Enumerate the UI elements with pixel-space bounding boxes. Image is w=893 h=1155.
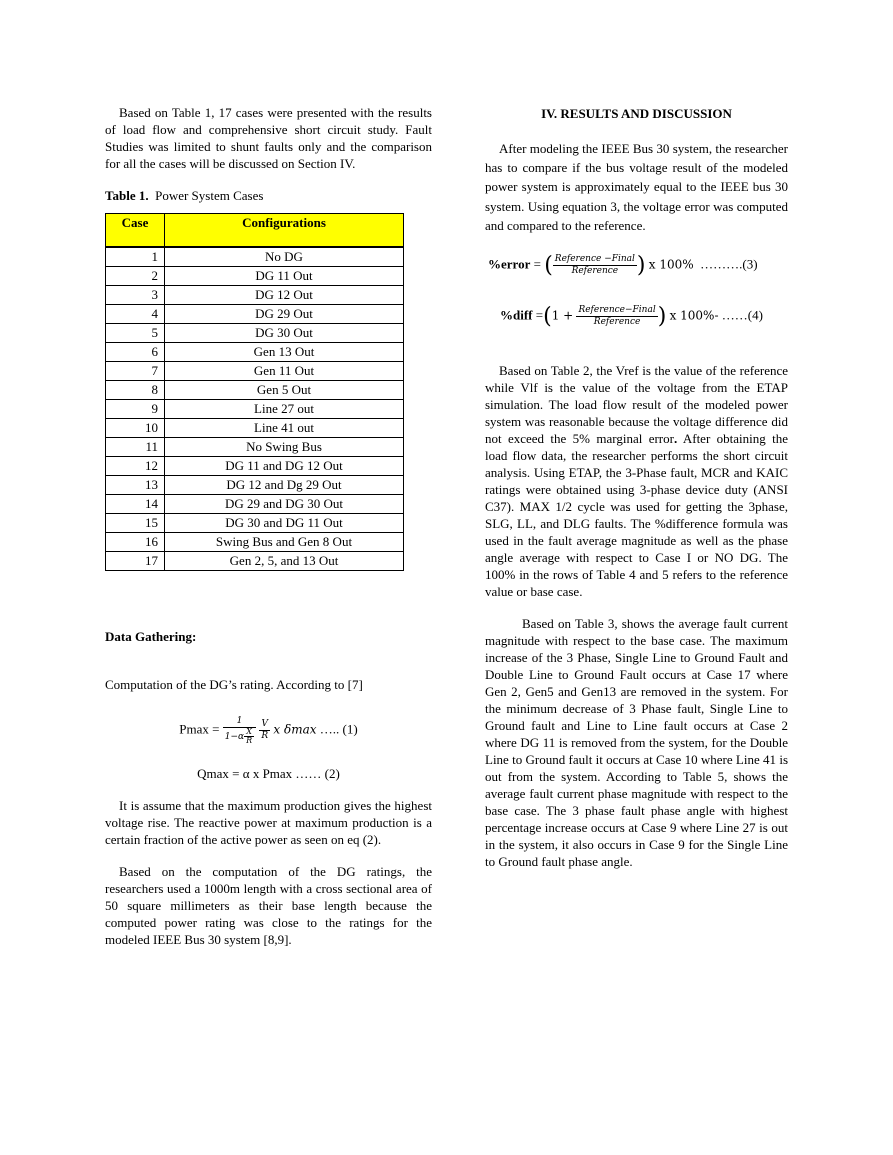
configuration-cell: DG 11 Out	[165, 267, 404, 286]
configuration-cell: Gen 11 Out	[165, 362, 404, 381]
computation-text: Computation of the DG’s rating. According to [7]	[105, 677, 363, 692]
table-row	[106, 400, 404, 419]
table-header-case: Case	[106, 214, 165, 248]
table-header-configurations: Configurations	[165, 214, 404, 248]
configuration-cell: DG 12 and Dg 29 Out	[165, 476, 404, 495]
eq1-frac2-den: R	[261, 731, 269, 741]
table-caption-label: Table 1.	[105, 188, 149, 203]
table-row	[106, 381, 404, 400]
eq3-lhs: %error	[488, 256, 531, 272]
eq3-den: Reference	[571, 266, 619, 277]
configuration-cell: DG 29 and DG 30 Out	[165, 495, 404, 514]
case-number-cell: 10	[106, 419, 165, 438]
configuration-cell: Gen 2, 5, and 13 Out	[165, 552, 404, 571]
table2-paragraph-dot: .	[673, 431, 678, 447]
assume-paragraph: It is assume that the maximum production gives the highest voltage rise. The reactive power at maximum production is a certain fraction of the active power as seen on eq (2).	[105, 798, 432, 847]
data-gathering-heading: Data Gathering:	[105, 629, 197, 644]
table2-paragraph-b: After obtaining the load flow data, the researcher performs the short circuit analysis. Using ETAP, the 3-Phase fault, MCR and KAIC ratings were obtained using 3-phase device duty (ANSI C37). MAX 1/2 cycle was used for getting the 3phase, SLG, LL, and DLG faults. The %difference formula was used in the fault average magnitude as well as the phase angle average with respect to Case I or NO DG. The 100% in the rows of Table 4 and 5 refers to the reference value or base case.	[485, 431, 788, 600]
eq1-frac2-num: V	[259, 719, 270, 731]
eq1-frac-xr	[244, 728, 254, 745]
eq3-label: ……….(3)	[700, 256, 758, 272]
eq1-tail: x δmax	[273, 722, 317, 737]
equation-1	[105, 716, 432, 745]
configuration-cell: Gen 13 Out	[165, 343, 404, 362]
section-heading: IV. RESULTS AND DISCUSSION	[541, 106, 732, 121]
eq3-num: Reference −Final	[554, 254, 635, 265]
eq1-frac1-num: 1	[223, 716, 256, 728]
table-row	[106, 362, 404, 381]
equation-2: Qmax = α x Pmax …… (2)	[197, 766, 340, 781]
configuration-cell: Line 27 out	[165, 400, 404, 419]
eq1-lhs: Pmax =	[179, 721, 220, 737]
left-column	[105, 104, 432, 948]
eq4-left-paren: (	[543, 304, 552, 330]
configuration-cell: Swing Bus and Gen 8 Out	[165, 533, 404, 552]
configuration-cell: No Swing Bus	[165, 438, 404, 457]
eq4-right-paren: )	[657, 304, 667, 330]
case-number-cell: 17	[106, 552, 165, 571]
eq4-one-plus: 1 +	[551, 308, 574, 323]
case-number-cell: 12	[106, 457, 165, 476]
right-column	[485, 104, 788, 870]
case-number-cell: 16	[106, 533, 165, 552]
table-row	[106, 247, 404, 267]
case-number-cell: 2	[106, 267, 165, 286]
intro-paragraph: Based on Table 1, 17 cases were presented with the results of load flow and comprehensive short circuit study. Fault Studies was limited to shunt faults only and the comparison for all the cases will be discussed on Section IV.	[105, 105, 432, 171]
case-number-cell: 1	[106, 247, 165, 267]
eq3-right-paren: )	[636, 253, 646, 279]
case-number-cell: 8	[106, 381, 165, 400]
configuration-cell: No DG	[165, 247, 404, 267]
table-caption-text: Power System Cases	[155, 188, 264, 203]
eq1-frac-x-num: X	[244, 728, 254, 737]
eq1-fraction-2	[259, 719, 270, 742]
table3-paragraph: Based on Table 3, shows the average fault current magnitude with respect to the base case. The maximum increase of the 3 Phase, Single Line to Ground Fault and Double Line to Ground Fault occurs at Case 17 where Gen 2, Gen5 and Gen13 are removed in the system. For the minimum decrease of 3 Phase fault, Single Line to Ground fault and Line to Line fault occurs at Case 2 where DG 11 is removed from the system, for the Double Line to Ground fault it occurs at Case 10 where Line 41 is out from the system. According to Table 5, shows the average fault current phase magnitude with respect to the base case. The 3 phase fault phase angle with highest percentage increase occurs at Case 9 where Line 27 is out in the system, it also occurs in Case 9 for the Single Line to Ground fault phase angle.	[485, 616, 788, 870]
configuration-cell: Line 41 out	[165, 419, 404, 438]
eq4-eq-sign: =	[535, 307, 544, 323]
case-number-cell: 15	[106, 514, 165, 533]
eq4-num: Reference−Final	[578, 305, 656, 316]
case-number-cell: 13	[106, 476, 165, 495]
table-row	[106, 419, 404, 438]
table-row	[106, 457, 404, 476]
eq1-frac1-den-text: 1−α	[224, 732, 245, 742]
eq1-frac-x-den: R	[246, 736, 253, 745]
eq1-frac1-den	[223, 728, 256, 745]
table2-paragraph	[485, 362, 788, 600]
configuration-cell: Gen 5 Out	[165, 381, 404, 400]
case-number-cell: 4	[106, 305, 165, 324]
eq3-eq-sign: =	[533, 256, 541, 272]
eq1-fraction-1	[223, 716, 256, 745]
table-row	[106, 267, 404, 286]
table-row	[106, 514, 404, 533]
case-number-cell: 6	[106, 343, 165, 362]
eq4-label: ……(4)	[721, 307, 763, 323]
modeling-paragraph: After modeling the IEEE Bus 30 system, the researcher has to compare if the bus voltage result of the modeled power system is approximately equal to the IEEE bus 30 system. Using equation 3, the voltage error was computed and compared to the reference.	[485, 141, 788, 233]
table-row	[106, 495, 404, 514]
case-number-cell: 9	[106, 400, 165, 419]
table-row	[106, 438, 404, 457]
eq1-label: ….. (1)	[319, 721, 358, 737]
case-number-cell: 14	[106, 495, 165, 514]
eq4-fraction	[576, 305, 657, 328]
eq4-tail: x 100%-	[669, 308, 719, 323]
case-number-cell: 11	[106, 438, 165, 457]
case-number-cell: 7	[106, 362, 165, 381]
configuration-cell: DG 11 and DG 12 Out	[165, 457, 404, 476]
table-caption	[105, 187, 432, 204]
eq4-lhs: %diff	[500, 307, 533, 323]
table-row	[106, 552, 404, 571]
table-row	[106, 343, 404, 362]
configuration-cell: DG 30 Out	[165, 324, 404, 343]
configuration-cell: DG 30 and DG 11 Out	[165, 514, 404, 533]
table-row	[106, 324, 404, 343]
table-row	[106, 476, 404, 495]
dg-ratings-paragraph: Based on the computation of the DG ratings, the researchers used a 1000m length with a cross sectional area of 50 square millimeters as their base length because the computed power rating was close to the ratings for the modeled IEEE Bus 30 system [8,9].	[105, 864, 432, 947]
configuration-cell: DG 29 Out	[165, 305, 404, 324]
eq3-tail: x 100%	[648, 257, 694, 272]
eq3-left-paren: (	[544, 253, 553, 279]
eq3-fraction	[553, 254, 637, 277]
case-number-cell: 5	[106, 324, 165, 343]
eq4-den: Reference	[593, 317, 641, 328]
table-row	[106, 533, 404, 552]
equation-4	[485, 305, 788, 328]
configuration-cell: DG 12 Out	[165, 286, 404, 305]
table2-paragraph-a: Based on Table 2, the Vref is the value of the reference while Vlf is the value of the voltage from the ETAP simulation. The load flow result of the modeled power system was reasonable because the voltage difference did not exceed the 5% marginal error	[485, 363, 788, 447]
case-number-cell: 3	[106, 286, 165, 305]
power-system-cases-table	[105, 213, 404, 571]
table-row	[106, 286, 404, 305]
equation-3	[485, 254, 788, 277]
table-row	[106, 305, 404, 324]
